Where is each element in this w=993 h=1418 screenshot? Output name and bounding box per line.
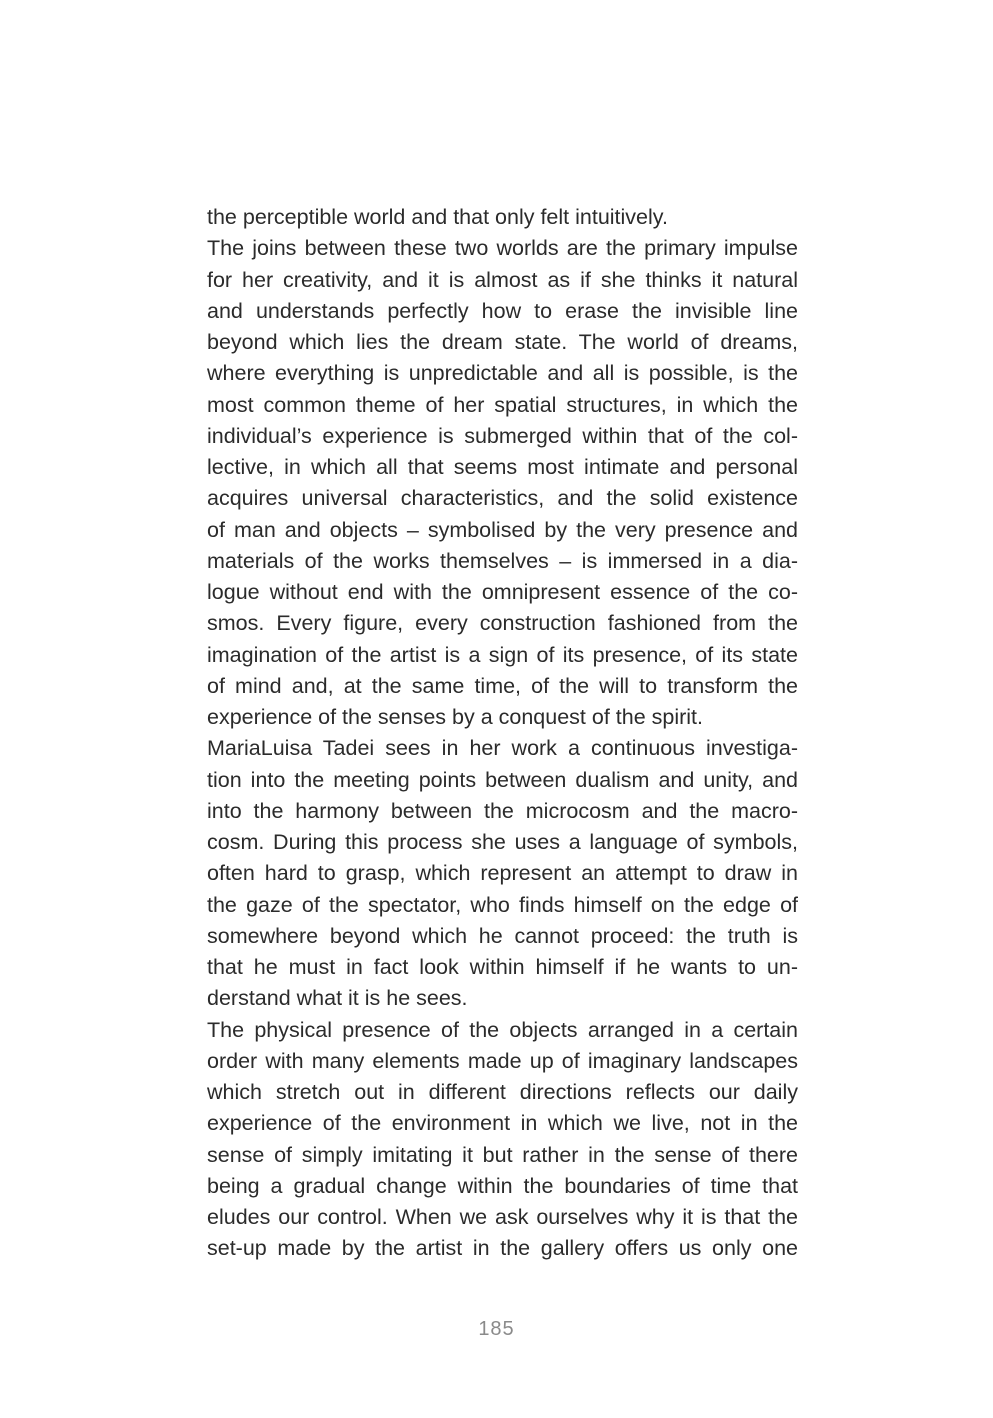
text-line: set-up made by the artist in the gallery offers us only one [207, 1236, 798, 1261]
text-line: MariaLuisa Tadei sees in her work a continuous investiga- [207, 736, 798, 761]
text-line: The joins between these two worlds are the primary impulse [207, 236, 798, 261]
text-line: into the harmony between the microcosm and the macro- [207, 798, 798, 823]
text-line: experience of the senses by a conquest of the spirit. [207, 705, 703, 729]
text-line: lective, in which all that seems most intimate and personal [207, 455, 798, 479]
text-line: eludes our control. When we ask ourselves why it is that the [207, 1205, 798, 1229]
text-line: beyond which lies the dream state. The world of dreams, [207, 330, 798, 354]
text-line: where everything is unpredictable and all is possible, is the [207, 361, 798, 386]
text-line: materials of the works themselves – is immersed in a dia- [207, 548, 798, 573]
text-line: individual’s experience is submerged within that of the col- [207, 423, 798, 448]
text-line: of mind and, at the same time, of the will to transform the [207, 673, 798, 698]
text-line: cosm. During this process she uses a language of symbols, [207, 830, 798, 854]
text-line: acquires universal characteristics, and the solid existence [207, 486, 798, 511]
text-line: tion into the meeting points between dualism and unity, and [207, 767, 798, 792]
page-number: 185 [478, 1318, 515, 1340]
body-text [207, 202, 798, 1265]
text-line: logue without end with the omnipresent essence of the co- [207, 580, 798, 604]
text-line: sense of simply imitating it but rather in the sense of there [207, 1142, 798, 1167]
text-line: which stretch out in different directions reflects our daily [207, 1080, 798, 1104]
text-line: the gaze of the spectator, who finds himself on the edge of [207, 892, 798, 917]
text-line: of man and objects – symbolised by the very presence and [207, 517, 798, 542]
text-line: experience of the environment in which we live, not in the [207, 1111, 798, 1136]
text-line: for her creativity, and it is almost as if she thinks it natural [207, 267, 798, 292]
text-line: that he must in fact look within himself if he wants to un- [207, 955, 798, 979]
text-line: imagination of the artist is a sign of its presence, of its state [207, 642, 798, 667]
text-line: derstand what it is he sees. [207, 986, 468, 1011]
text-line: most common theme of her spatial structures, in which the [207, 392, 798, 417]
text-line: smos. Every figure, every construction fashioned from the [207, 611, 798, 636]
text-line: order with many elements made up of imaginary landscapes [207, 1048, 798, 1073]
text-line: The physical presence of the objects arranged in a certain [207, 1017, 798, 1042]
text-line: being a gradual change within the boundaries of time that [207, 1173, 798, 1198]
text-line: and understands perfectly how to erase the invisible line [207, 298, 798, 323]
text-line: somewhere beyond which he cannot proceed: the truth is [207, 923, 798, 948]
text-line: often hard to grasp, which represent an attempt to draw in [207, 861, 798, 886]
text-line: the perceptible world and that only felt intuitively. [207, 205, 668, 229]
